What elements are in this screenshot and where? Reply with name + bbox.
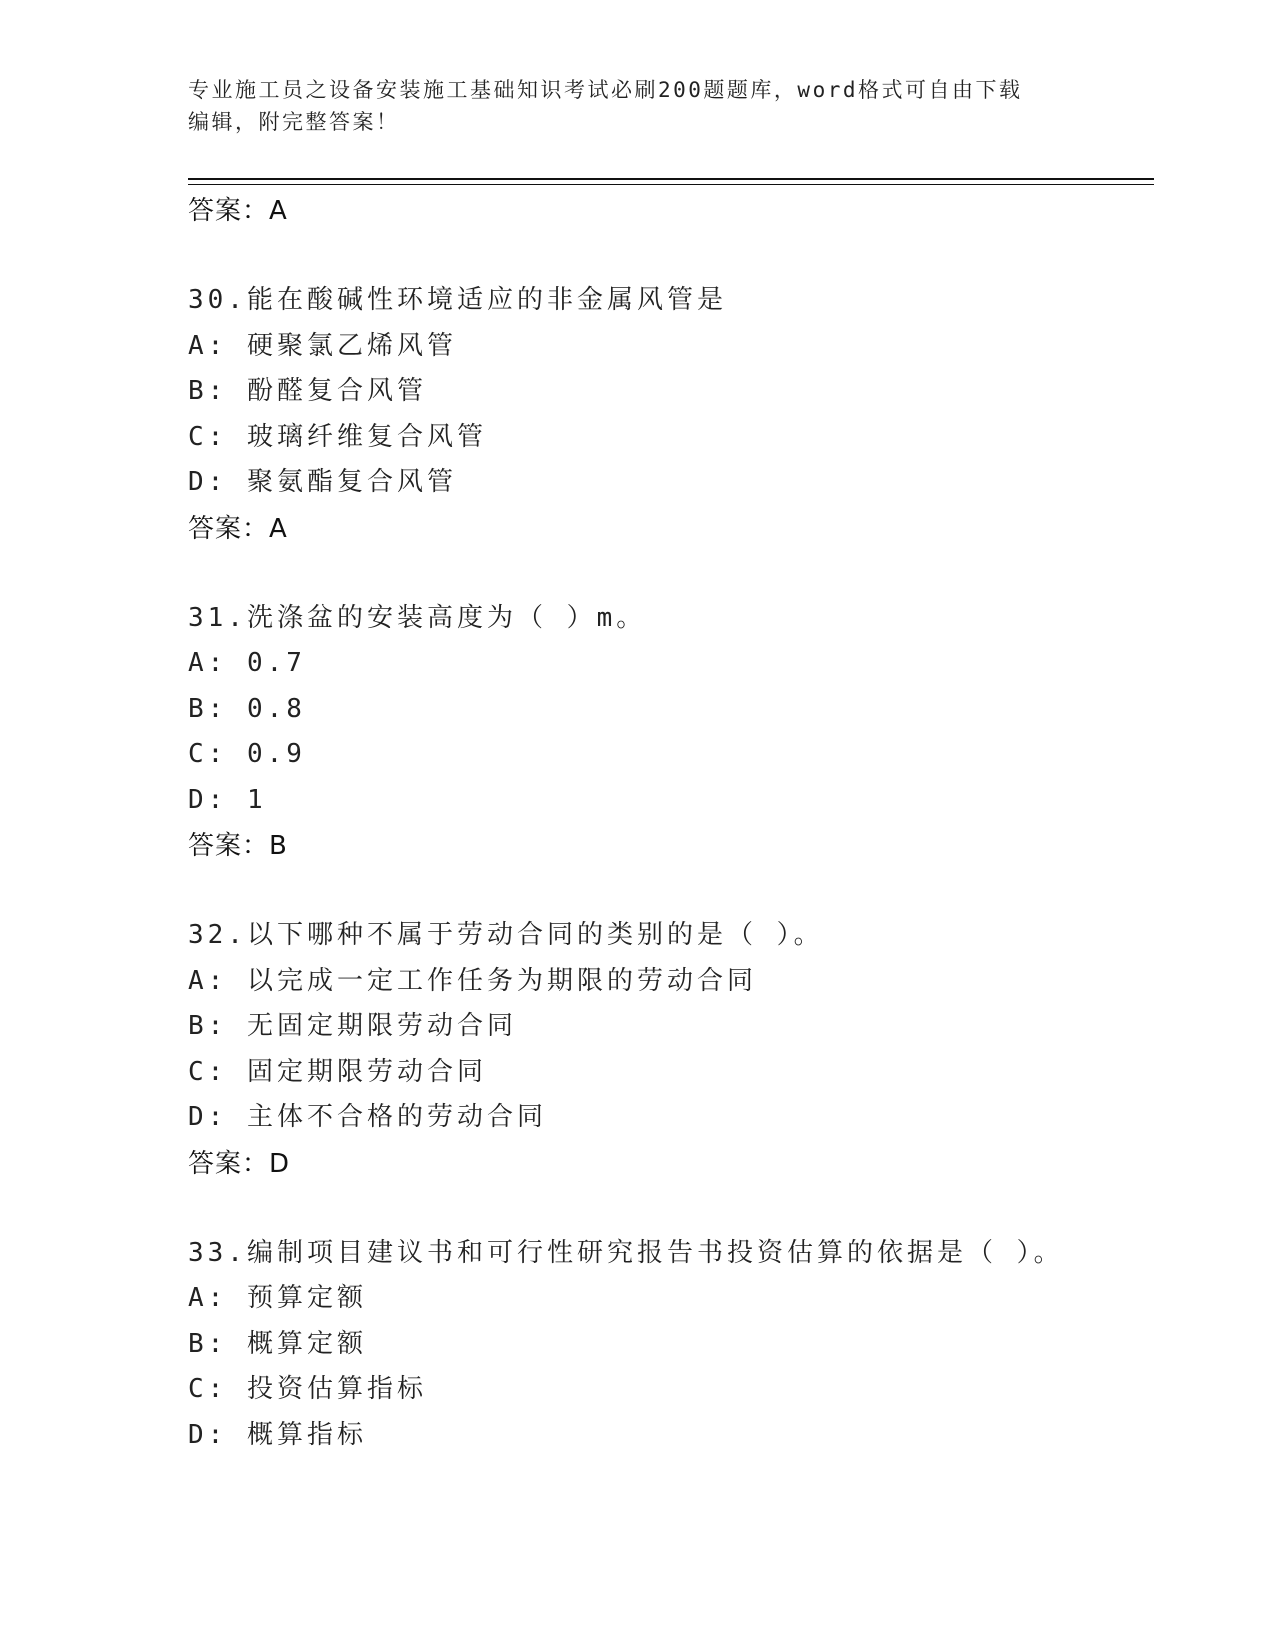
option-c: C: 固定期限劳动合同: [188, 1056, 487, 1087]
option-b: B: 概算定额: [188, 1328, 367, 1359]
option-a: A: 预算定额: [188, 1283, 367, 1313]
option-d: D: 聚氨酯复合风管: [188, 467, 457, 497]
question-list: [188, 188, 1154, 1458]
answer-line: 答案：D: [188, 1148, 291, 1179]
question-block-31: [188, 596, 1154, 870]
question-block-33: [188, 1231, 1154, 1459]
option-c: C: 玻璃纤维复合风管: [188, 421, 487, 452]
header-rule-thick: [188, 178, 1154, 180]
option-a: A: 硬聚氯乙烯风管: [188, 330, 457, 361]
answer-line: 答案：A: [188, 196, 288, 226]
option-d: D: 主体不合格的劳动合同: [188, 1102, 547, 1132]
answer-line: 答案：A: [188, 513, 288, 544]
question-stem: 31.洗涤盆的安装高度为（ ）m。: [188, 602, 647, 633]
option-c: C: 0.9: [188, 739, 306, 769]
answer-line: 答案：B: [188, 831, 288, 861]
header-line-1: 专业施工员之设备安装施工基础知识考试必刷200题题库，word格式可自由下载: [188, 78, 1023, 102]
header-line-2: 编辑，附完整答案！: [188, 110, 400, 134]
question-stem: 32.以下哪种不属于劳动合同的类别的是（ ）。: [188, 920, 824, 950]
question-stem: 33.编制项目建议书和可行性研究报告书投资估算的依据是（ ）。: [188, 1237, 1064, 1268]
header-rule-thin: [188, 184, 1154, 185]
option-a: A: 0.7: [188, 648, 306, 678]
option-a: A: 以完成一定工作任务为期限的劳动合同: [188, 965, 757, 996]
question-block-32: [188, 913, 1154, 1187]
option-d: D: 概算指标: [188, 1419, 367, 1450]
question-block-30: [188, 278, 1154, 552]
option-c: C: 投资估算指标: [188, 1374, 427, 1404]
option-b: B: 酚醛复合风管: [188, 376, 427, 406]
document-header: [188, 74, 1088, 138]
option-b: B: 无固定期限劳动合同: [188, 1011, 517, 1041]
question-stem: 30.能在酸碱性环境适应的非金属风管是: [188, 285, 727, 315]
option-d: D: 1: [188, 784, 267, 815]
option-b: B: 0.8: [188, 693, 306, 724]
